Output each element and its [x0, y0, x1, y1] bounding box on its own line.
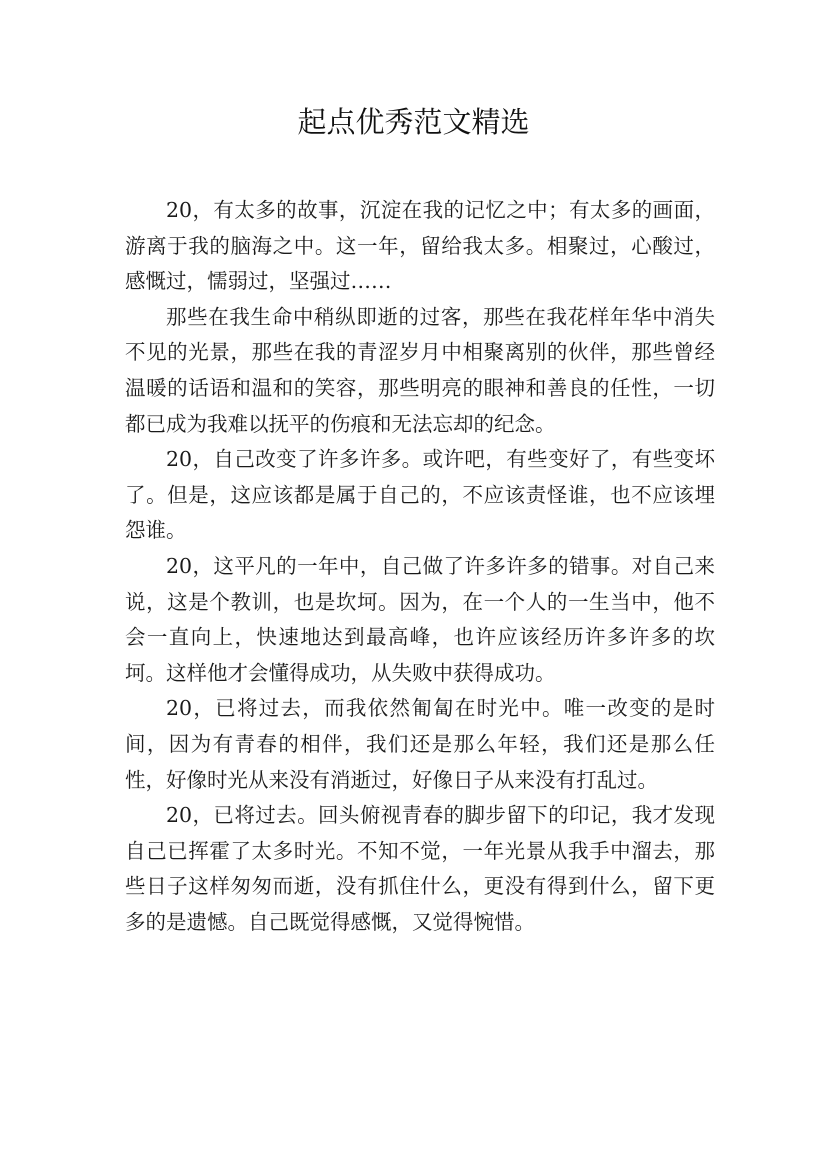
- document-body: [125, 193, 715, 940]
- document-title: 起点优秀范文精选: [297, 105, 530, 139]
- paragraph-6: 20，已将过去。回头俯视青春的脚步留下的印记，我才发现自己已挥霍了太多时光。不知不觉，一年光景从我手中溜去，那些日子这样匆匆而逝，没有抓住什么，更没有得到什么，留下更多的是遗憾。自己既觉得感慨，又觉得惋惜。: [125, 803, 715, 934]
- paragraph-1: 20，有太多的故事，沉淀在我的记忆之中；有太多的画面，游离于我的脑海之中。这一年，留给我太多。相聚过，心酸过，感慨过，懦弱过，坚强过……: [125, 198, 715, 294]
- paragraph-2: 那些在我生命中稍纵即逝的过客，那些在我花样年华中消失不见的光景，那些在我的青涩岁月中相聚离别的伙伴，那些曾经温暖的话语和温和的笑容，那些明亮的眼神和善良的任性，一切都已成为我难以抚平的伤痕和无法忘却的纪念。: [125, 304, 715, 436]
- paragraph-3: 20，自己改变了许多许多。或许吧，有些变好了，有些变坏了。但是，这应该都是属于自己的，不应该责怪谁，也不应该埋怨谁。: [125, 447, 715, 543]
- paragraph-5: 20，已将过去，而我依然匍匐在时光中。唯一改变的是时间，因为有青春的相伴，我们还是那么年轻，我们还是那么任性，好像时光从来没有消逝过，好像日子从来没有打乱过。: [125, 696, 715, 792]
- paragraph-4: 20，这平凡的一年中，自己做了许多许多的错事。对自己来说，这是个教训，也是坎坷。因为，在一个人的一生当中，他不会一直向上，快速地达到最高峰，也许应该经历许多许多的坎坷。这样他才会懂得成功，从失败中获得成功。: [125, 553, 715, 685]
